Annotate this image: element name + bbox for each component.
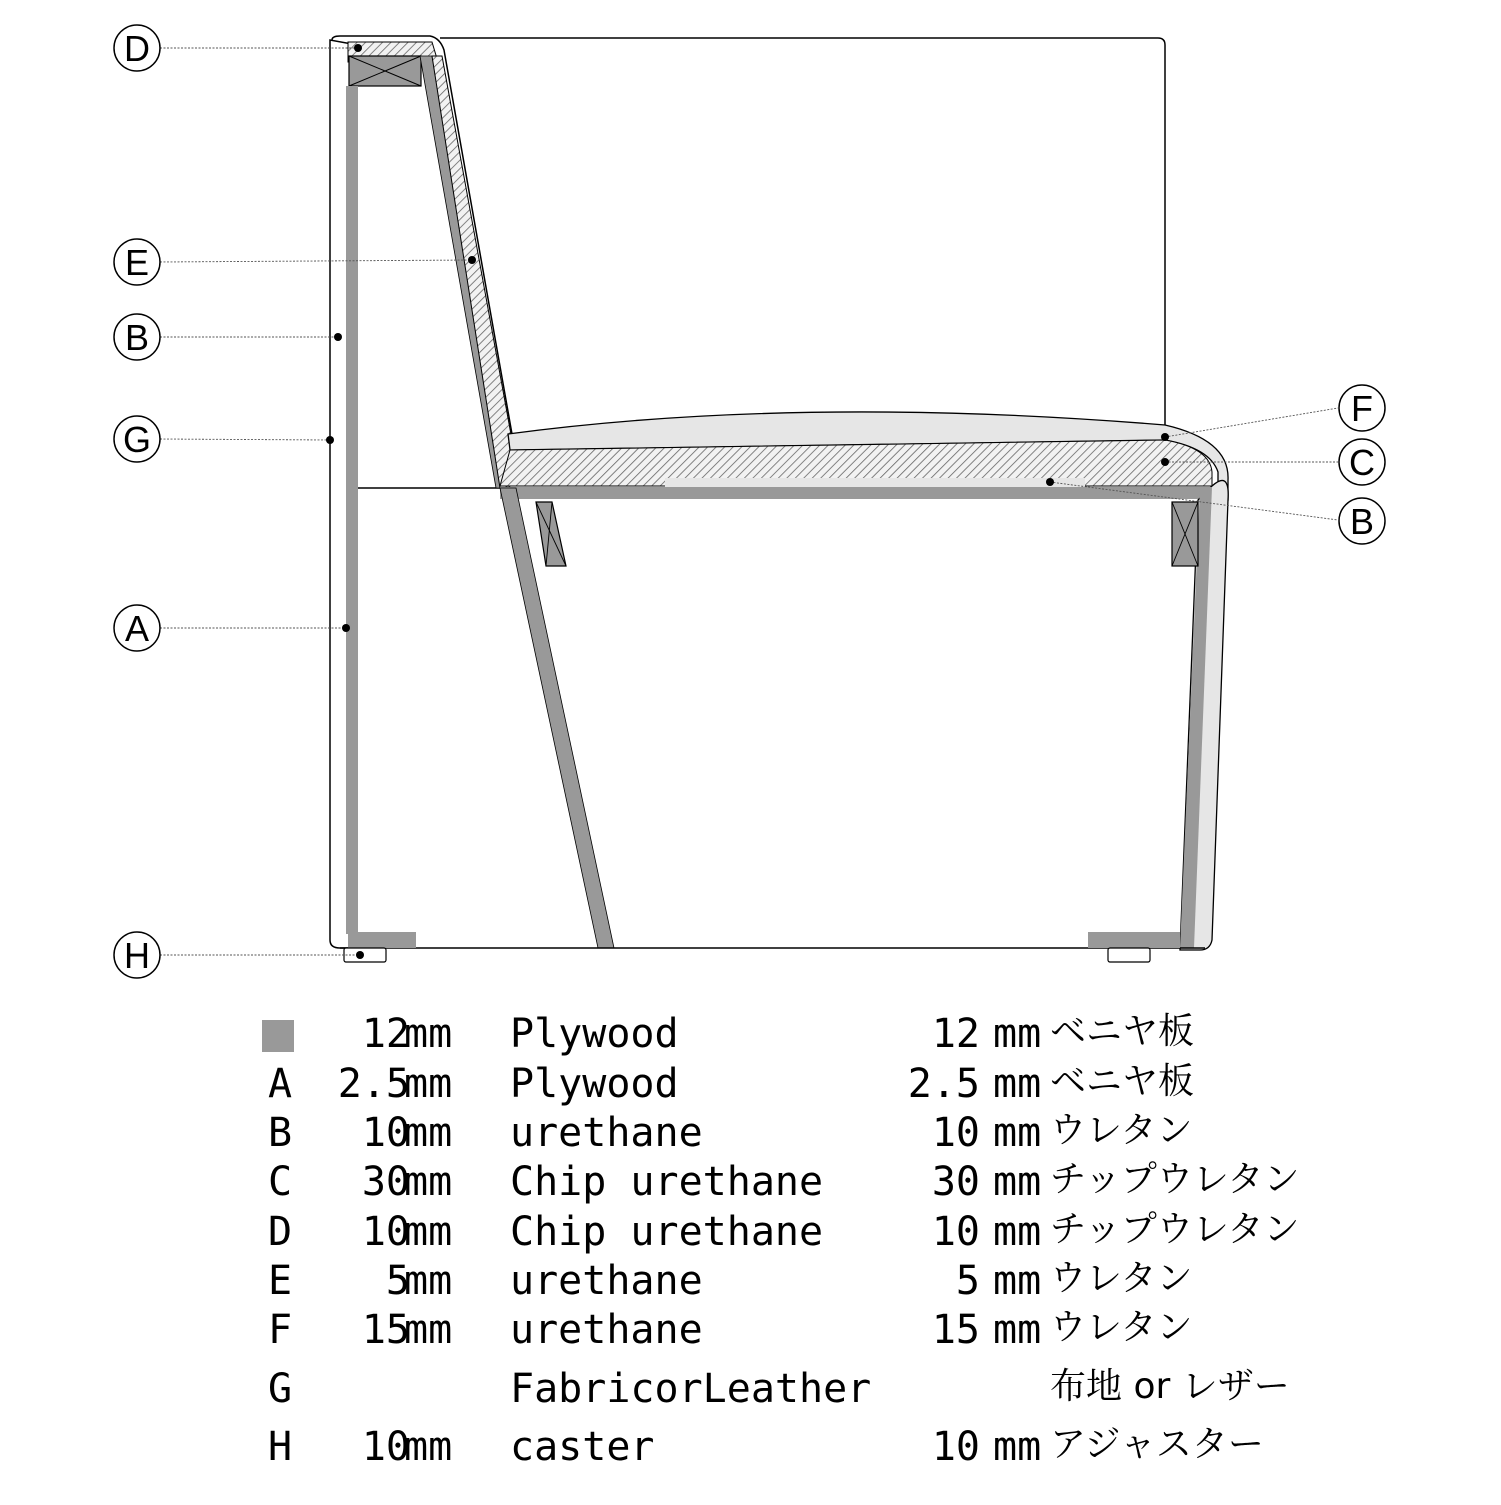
bottom-plate-left: [348, 932, 416, 948]
legend-unit-ja: mm: [993, 1424, 1042, 1470]
svg-text:D: D: [124, 28, 150, 69]
legend-material-ja: チップウレタン: [1050, 1209, 1300, 1250]
legend-unit: mm: [404, 1159, 453, 1205]
legend-row-D: [0, 1206, 1501, 1256]
legend-unit-ja: mm: [993, 1110, 1042, 1156]
legend-size: 2.5: [337, 1061, 410, 1107]
legend-size: 10: [361, 1209, 410, 1255]
svg-text:E: E: [124, 242, 150, 283]
legend-key: C: [267, 1159, 293, 1205]
legend-size: 10: [361, 1424, 410, 1470]
legend-material-en: Chip urethane: [510, 1209, 824, 1255]
callout-F: [1339, 385, 1385, 431]
legend-material-ja: アジャスター: [1050, 1424, 1264, 1465]
legend-material-ja: ウレタン: [1050, 1258, 1193, 1299]
legend-row-A: [0, 1058, 1501, 1108]
legend-material-en: urethane: [510, 1258, 703, 1304]
legend-material-ja: ウレタン: [1050, 1110, 1193, 1151]
legend-row-B: [0, 1107, 1501, 1157]
legend-size: 5: [385, 1258, 410, 1304]
legend-unit: mm: [404, 1110, 453, 1156]
legend-material-en: urethane: [510, 1110, 703, 1156]
svg-text:A: A: [124, 608, 150, 649]
seat-plywood: [500, 487, 1212, 499]
legend-unit: mm: [404, 1209, 453, 1255]
legend-row-G: [0, 1363, 1501, 1413]
svg-text:C: C: [1349, 442, 1375, 483]
plywood-swatch: [262, 1020, 294, 1052]
legend-row-plywood-12: [0, 1008, 1501, 1058]
legend-key: D: [267, 1209, 293, 1255]
legend-size: 10: [361, 1110, 410, 1156]
legend-unit: mm: [404, 1424, 453, 1470]
legend-size-ja: 15: [931, 1307, 980, 1353]
legend-size-ja: 5: [955, 1258, 980, 1304]
legend-unit-ja: mm: [993, 1209, 1042, 1255]
legend-unit-ja: mm: [993, 1258, 1042, 1304]
legend-row-H: [0, 1421, 1501, 1471]
bottom-plate-right: [1088, 932, 1180, 948]
legend-key: H: [267, 1424, 293, 1470]
legend-material-ja: 布地 or レザー: [1050, 1366, 1290, 1407]
legend-material-ja: チップウレタン: [1050, 1159, 1300, 1200]
legend-key: A: [267, 1061, 293, 1107]
callout-A: [114, 605, 160, 651]
legend-material-en: Plywood: [510, 1011, 679, 1057]
legend-unit-ja: mm: [993, 1011, 1042, 1057]
legend-unit-ja: mm: [993, 1061, 1042, 1107]
legend-material-en: Chip urethane: [510, 1159, 824, 1205]
legend-row-E: [0, 1255, 1501, 1305]
legend-size-ja: 10: [931, 1424, 980, 1470]
legend-key: E: [267, 1258, 293, 1304]
legend-unit: mm: [404, 1011, 453, 1057]
legend-size: 30: [361, 1159, 410, 1205]
callout-B-back: [114, 314, 160, 360]
legend-key: G: [267, 1366, 293, 1412]
legend-size-ja: 10: [931, 1110, 980, 1156]
svg-text:B: B: [1349, 501, 1375, 542]
legend-row-F: [0, 1304, 1501, 1354]
legend-material-en: urethane: [510, 1307, 703, 1353]
svg-text:B: B: [124, 317, 150, 358]
legend-material-ja: ベニヤ板: [1050, 1061, 1195, 1102]
callout-G: [114, 416, 160, 462]
callout-E: [114, 239, 160, 285]
caster-right: [1108, 948, 1150, 962]
svg-text:G: G: [122, 419, 152, 460]
legend-material-en: caster: [510, 1424, 655, 1470]
plywood-left-vertical: [346, 86, 358, 934]
legend-unit-ja: mm: [993, 1307, 1042, 1353]
legend-unit: mm: [404, 1061, 453, 1107]
legend-size-ja: 30: [931, 1159, 980, 1205]
callout-C: [1339, 439, 1385, 485]
legend-key: B: [267, 1110, 293, 1156]
seat-under-urethane: [665, 478, 1085, 488]
legend-size-ja: 10: [931, 1209, 980, 1255]
legend-key: F: [267, 1307, 293, 1353]
callout-B-seat: [1339, 498, 1385, 544]
svg-text:H: H: [124, 935, 150, 976]
legend-material-ja: ベニヤ板: [1050, 1011, 1195, 1052]
legend-unit-ja: mm: [993, 1159, 1042, 1205]
legend-material-en: FabricorLeather: [510, 1366, 872, 1412]
legend-unit: mm: [404, 1307, 453, 1353]
legend-size: 12: [361, 1011, 410, 1057]
back-cushion-outline: [440, 38, 1165, 425]
legend-size-ja: 2.5: [907, 1061, 980, 1107]
legend-size-ja: 12: [931, 1011, 980, 1057]
svg-text:F: F: [1351, 388, 1373, 429]
legend-row-C: [0, 1156, 1501, 1206]
legend-unit: mm: [404, 1258, 453, 1304]
legend-material-en: Plywood: [510, 1061, 679, 1107]
legend-size: 15: [361, 1307, 410, 1353]
legend-material-ja: ウレタン: [1050, 1307, 1193, 1348]
callout-D: [114, 25, 160, 71]
callout-H: [114, 932, 160, 978]
